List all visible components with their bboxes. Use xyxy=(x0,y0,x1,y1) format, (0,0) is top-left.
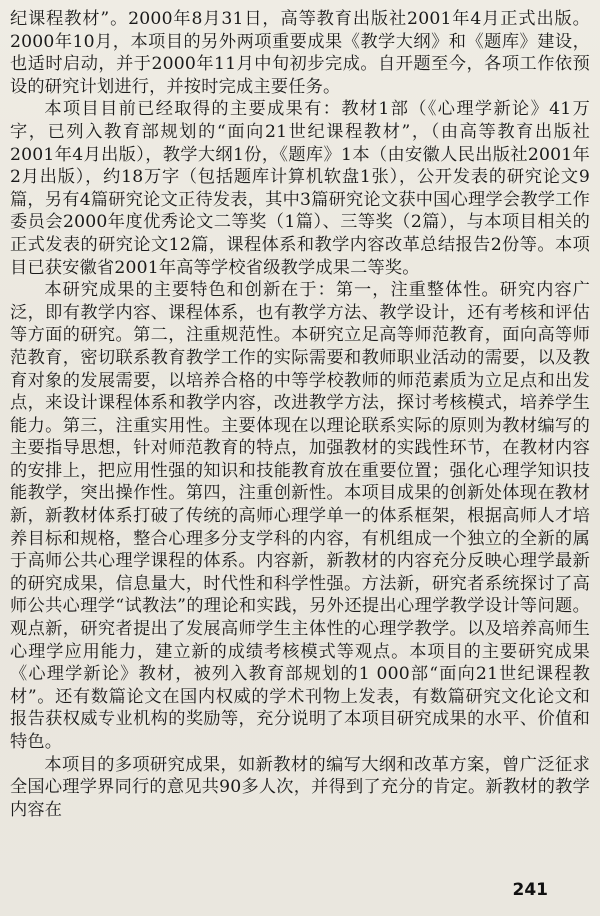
page-number: 241 xyxy=(512,880,548,900)
body-text xyxy=(10,8,590,821)
paragraph-feedback: 本项目的多项研究成果，如新教材的编写大纲和改革方案，曾广泛征求全国心理学界同行的意见共90多人次，并得到了充分的肯定。新教材的教学内容在 xyxy=(10,754,590,820)
paragraph-main-results: 本项目目前已经取得的主要成果有：教材1部（《心理学新论》41万字，已列入教育部规划的“面向21世纪课程教材”，（由高等教育出版社2001年4月出版），教学大纲1份，《题库》1本（由安徽人民出版社2001年2月出版），约18万字（包括题库计算机软盘1张），公开发表的研究论文9篇，另有4篇研究论文正待发表，其中3篇研究论文获中国心理学会教学工作委员会2000年度优秀论文二等奖（1篇）、三等奖（2篇），与本项目相关的正式发表的研究论文12篇，课程体系和教学内容改革总结报告2份等。本项目已获安徽省2001年高等学校省级教学成果二等奖。 xyxy=(10,99,590,278)
paragraph-features-innovation: 本研究成果的主要特色和创新在于：第一，注重整体性。研究内容广泛，即有教学内容、课程体系，也有教学方法、教学设计，还有考核和评估等方面的研究。第二，注重规范性。本研究立足高等师范教育，面向高等师范教育，密切联系教育教学工作的实际需要和教师职业活动的需要，以及教育对象的发展需要，以培养合格的中等学校教师的师范素质为立足点和出发点，来设计课程体系和教学内容，改进教学方法，探讨考核模式，培养学生能力。第三，注重实用性。主要体现在以理论联系实际的原则为教材编写的主要指导思想，针对师范教育的特点，加强教材的实践性环节，在教材内容的安排上，把应用性强的知识和技能教育放在重要位置；强化心理学知识技能教学，突出操作性。第四，注重创新性。本项目成果的创新处体现在教材新，新教材体系打破了传统的高师心理学单一的体系框架，根据高师人才培养目标和规格，整合心理多分支学科的内容，有机组成一个独立的全新的属于高师公共心理学课程的体系。内容新，新教材的内容充分反映心理学最新的研究成果，信息量大，时代性和科学性强。方法新，研究者系统探讨了高师公共心理学“试教法”的理论和实践，另外还提出心理学教学设计等问题。观点新，研究者提出了发展高师学生主体性的心理学教学。以及培养高师生心理学应用能力，建立新的成绩考核模式等观点。本项目的主要研究成果《心理学新论》教材，被列入教育部规划的1 000部“面向21世纪课程教材”。还有数篇论文在国内权威的学术刊物上发表，有数篇研究文化论文和报告获权威专业机构的奖励等，充分说明了本项目研究成果的水平、价值和特色。 xyxy=(10,280,590,752)
paragraph-continuation: 纪课程教材”。2000年8月31日，高等教育出版社2001年4月正式出版。2000年10月，本项目的另外两项重要成果《教学大纲》和《题库》建设，也适时启动，并于2000年11月中旬初步完成。自开题至今，各项工作依预设的研究计划进行，并按时完成主要任务。 xyxy=(10,9,590,97)
